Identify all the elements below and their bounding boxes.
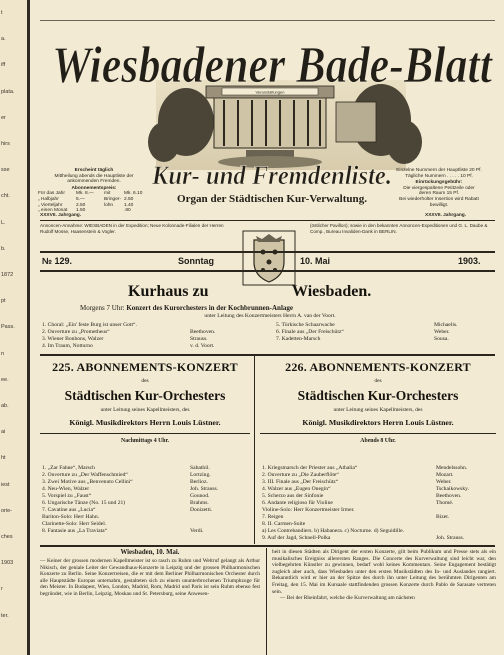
- building-sign: Veranstaltungen: [255, 89, 285, 95]
- subscription-mid: mit: [104, 191, 111, 197]
- program-composer: [190, 514, 248, 521]
- program-composer: Bizet.: [436, 514, 450, 520]
- page-edge-fragment: ter.: [1, 612, 9, 619]
- page-edge-fragment: ai: [1, 429, 6, 436]
- program-piece: 4. Im Traum, Notturno: [42, 343, 93, 349]
- program-piece: 3. Zwei Motive aus „Benvenuto Cellini“: [42, 479, 133, 485]
- concert-226-item: [262, 521, 494, 528]
- right-info-line: Einzelne Nummern der Hauptliste 20 Pf.: [396, 168, 482, 173]
- program-composer: Sousa.: [434, 336, 449, 342]
- page-edge-fragment: a.: [1, 36, 6, 43]
- program-piece: 3. Wiener Bonbons, Walzer: [42, 336, 104, 342]
- program-composer: Gounod.: [190, 493, 210, 499]
- program-piece: 8. Fantasie aus „La Traviata“: [42, 528, 108, 534]
- program-composer: Weber.: [434, 329, 450, 335]
- program-composer: Joh. Strauss.: [436, 535, 465, 541]
- concert-225-item: [42, 521, 248, 528]
- morning-program-left: [42, 322, 248, 350]
- masthead-rule: [40, 220, 495, 221]
- program-composer: Sabathil.: [190, 465, 210, 471]
- concert-225-item: [42, 472, 248, 479]
- issue-rule-bottom: [40, 270, 495, 272]
- right-info-lines: [382, 168, 496, 179]
- newspaper-page: [30, 0, 504, 655]
- article-right-tail: — Bei der Rheinfahrt, welche die Kurverwaltung am nächsten: [280, 595, 415, 602]
- left-info-heading: Erscheint täglich: [74, 168, 114, 173]
- masthead-subtitle: Kur- und Fremdenliste.: [151, 161, 392, 190]
- left-info-line: Mittheilung abends die Hauptliste der: [54, 173, 134, 179]
- page-edge-fragment: ab.: [1, 403, 9, 409]
- program-composer: Thomé.: [436, 500, 454, 506]
- program-piece: 9. Auf der Jagd, Schnell-Polka: [262, 535, 331, 541]
- article-column-divider: [266, 548, 267, 655]
- morning-title: Konzert des Kurorchesters: [126, 304, 207, 312]
- concert-226-item: [262, 507, 494, 514]
- program-composer: [190, 322, 248, 329]
- insertion-line: bewilligt.: [429, 202, 449, 208]
- subscription-left: Mk. 8.—: [76, 191, 94, 197]
- program-piece: 8. II. Carmen-Suite: [262, 521, 306, 527]
- concert-225-title: 225. ABONNEMENTS-KONZERT: [52, 360, 238, 374]
- program-piece: a) Les Contrebandiers. b) Habanera. c) Nocturne. d) Seguidille.: [262, 528, 404, 534]
- concert-226-time: Abends 8 Uhr.: [360, 438, 396, 444]
- program-composer: [190, 521, 248, 528]
- subscription-right: 2.50: [124, 196, 134, 202]
- subscription-right: 1.40: [124, 202, 134, 208]
- page-edge-fragment: plata.: [1, 88, 15, 95]
- program-piece: 1. Kriegsmarsch der Priester aus „Athalia“: [262, 465, 358, 471]
- concert-226-item: [262, 528, 494, 535]
- right-info-box: [382, 168, 496, 208]
- concert-225-item: [42, 507, 248, 514]
- left-info-box: [38, 168, 150, 214]
- page-edge-fragment: cht.: [1, 193, 10, 200]
- masthead-organ-line: Organ der Städtischen Kur-Verwaltung.: [177, 193, 368, 205]
- program-piece: 5. Vorspiel zu „Faust“: [42, 493, 92, 499]
- concert-225-item: [42, 514, 248, 521]
- program-composer: [436, 528, 494, 535]
- program-piece: 6. Ungarische Tänze (No. 15 und 21): [42, 500, 126, 506]
- program-piece: 7. Kadetten-Marsch: [276, 336, 321, 342]
- kurhaus-heading-right: Wiesbaden.: [292, 283, 372, 300]
- concert-225-program: [42, 465, 248, 535]
- program-piece: 2. Ouverture zu „Prometheus“: [42, 329, 110, 335]
- program-piece: 7. Cavatine aus „Lucia“: [42, 507, 96, 513]
- program-composer: Mendelssohn.: [436, 465, 468, 471]
- left-info-line: ankommenden Fremden.: [67, 179, 121, 185]
- jahrgang-left: XXXVII. Jahrgang.: [40, 213, 82, 218]
- concert-225-item: [42, 493, 248, 500]
- morning-program-item: [276, 322, 492, 329]
- concert-225-item: [42, 465, 248, 472]
- page-edge-fragment: orie-: [1, 507, 13, 514]
- program-piece: Clarinette-Solo: Herr Seidel.: [42, 521, 107, 527]
- morning-program-item: [42, 336, 248, 343]
- page-edge-fragment: L.: [1, 219, 6, 226]
- page-edge-fragment: r: [1, 586, 3, 593]
- subscription-right: .80: [124, 208, 131, 214]
- concert-226-item: [262, 514, 494, 521]
- subscription-table: [38, 191, 150, 213]
- concert-225-item: [42, 500, 248, 507]
- page-edge-fragment: b.: [1, 245, 6, 252]
- insertion-line: Bei wiederholter Insertion wird Rabatt: [399, 196, 479, 202]
- concert-226-director: Königl. Musikdirektors Herrn Louis Lüstner.: [302, 418, 454, 427]
- page-edge-fragment: t: [1, 10, 3, 16]
- page-edge-fragment: 1872: [1, 272, 14, 278]
- page-edge-fragment: n: [1, 350, 5, 357]
- article-rule-top: [40, 545, 495, 547]
- program-piece: Violine-Solo: Herr Konzertmeister Irmer.: [262, 507, 355, 513]
- program-composer: v. d. Voort.: [190, 343, 215, 349]
- page-edge-fragment: sse: [1, 167, 10, 174]
- concert-226-item: [262, 479, 494, 486]
- program-piece: 1. „Zar Fahne“, Marsch: [42, 465, 95, 471]
- page-edge-fragment: iff: [1, 62, 6, 69]
- insertion-heading: Einrückungsgebühr:: [415, 180, 463, 186]
- adjacent-page-edge: [0, 0, 27, 655]
- concert-225-director: Königl. Musikdirektors Herrn Louis Lüstner.: [69, 418, 221, 427]
- program-piece: 4. Walzer aus „Eugen Onegin“: [262, 486, 331, 492]
- concert-225-item: [42, 528, 248, 535]
- concert-226-des: des: [374, 378, 382, 384]
- page-edge-fragment: er: [1, 114, 6, 121]
- morning-leader: unter Leitung des Konzertmeisters Herrn A. van der Voort.: [204, 313, 336, 319]
- issue-rule-top: [40, 251, 495, 253]
- left-info-lines: [38, 174, 150, 185]
- concert-226-item: [262, 535, 494, 542]
- program-composer: Michaelis.: [434, 322, 458, 328]
- subscription-left: 1.50: [76, 208, 86, 214]
- issue-date: 10. Mai: [300, 256, 331, 266]
- program-composer: Verdi.: [190, 528, 204, 534]
- program-composer: Mozart.: [436, 472, 454, 478]
- program-piece: 5. Scherzo aus der Sinfonie: [262, 493, 324, 499]
- article-right-text: heit in diesen Städten als Dirigent der ersten Konzerte, gilt beim Publikum und Presse stets als ein musikalisches Ereigniss allerersten Ranges. Die Concerte des Kurverwaltung sind leicht war, den vielbegehrten Künstler zu gewinnen, bedarf wohl keines Kommentars. Seine Engagement bestätigt zugleich aber auch, dass Wiesbaden unter den ersten Musikstädten des In- und Auslandes rangiert. Bekanntlich wird er hier an der Spitze des durch ihn unter Leitung des berühmten Dirigenten am Freitag, den 15. Mai im Kursaale stattfindenden grossen Konzerte durch Pablo de Sarasate vertreten sein.: [272, 549, 496, 595]
- morning-program-item: [42, 329, 248, 336]
- page-edge-fragment: hirs: [1, 141, 10, 147]
- morning-program-right: [276, 322, 492, 343]
- concert-226-program: [262, 465, 494, 542]
- subscription-mid: Bringer-: [104, 196, 122, 202]
- program-composer: Beethoven.: [190, 329, 216, 335]
- subscription-left: 2.50: [76, 202, 86, 208]
- page-edge-fragment: ee.: [1, 376, 9, 383]
- morning-program-item: [42, 343, 248, 350]
- morning-program-item: [276, 329, 492, 336]
- program-piece: 4. Neu-Wien, Walzer: [42, 486, 90, 492]
- morning-program-item: [276, 336, 492, 343]
- page-edge-fragment: ht: [1, 455, 6, 462]
- jahrgang-right: XXXVII. Jahrgang.: [425, 213, 467, 218]
- program-piece: Bariton-Solo: Herr Hahn.: [42, 514, 100, 520]
- program-piece: 7. Reigen: [262, 514, 284, 520]
- concert-226-item: [262, 486, 494, 493]
- issue-year: 1903.: [458, 256, 481, 266]
- article-right: [272, 549, 496, 602]
- program-composer: Strauss.: [190, 336, 208, 342]
- page-edge-fragment: iest: [1, 481, 10, 488]
- insertion-line: deren Raum 15 Pf.: [418, 191, 460, 197]
- program-composer: [436, 521, 494, 528]
- concert-225-item: [42, 486, 248, 493]
- page-edge-fragment: ches: [1, 534, 13, 540]
- program-piece: 1. Choral: „Ein' feste Burg ist unser Gott“.: [42, 322, 137, 328]
- page-edge-fragment: Pass.: [1, 324, 15, 331]
- program-composer: Brahms.: [190, 500, 209, 506]
- subscription-mid: [104, 208, 124, 214]
- program-piece: 2. Ouverture zu „Die Zauberflöte“: [262, 472, 339, 478]
- program-piece: 6. Finale aus „Der Freischütz“: [276, 329, 344, 335]
- concert-225-under: unter Leitung seines Kapellmeisters, des: [100, 407, 190, 413]
- subscription-mid: lohn: [104, 202, 114, 208]
- subscription-label: „ Vierteljahr: [38, 202, 63, 208]
- program-piece: 2. Ouverture zu „Der Waffenschmied“: [42, 472, 128, 478]
- concerts-rule-top: [40, 354, 495, 356]
- concert-226-item: [262, 500, 494, 507]
- concert-226-under: unter Leitung seines Kapellmeisters, des: [333, 407, 423, 413]
- program-composer: Weber.: [436, 479, 452, 485]
- program-composer: Lortzing.: [190, 472, 211, 478]
- program-composer: Tschaikowsky.: [436, 486, 469, 492]
- annonce-right: (östlicher Pavillon); sowie in den bekannten Annoncen-Expeditionen und G. L. Daube & Comp., Bureau Invaliden-Dank in BERLIN.: [310, 223, 488, 234]
- program-composer: Beethoven.: [436, 493, 462, 499]
- concert-225-orchestra: Städtischen Kur-Orchesters: [64, 388, 226, 403]
- page-edge-fragment: pt: [1, 298, 6, 305]
- article-left: [40, 549, 260, 598]
- masthead-title: Wiesbadener Bade-Blatt: [52, 37, 494, 94]
- program-piece: 3. III. Finale aus „Der Freischütz“: [262, 479, 339, 485]
- concert-225-time: Nachmittags 4 Uhr.: [121, 438, 169, 444]
- concert-225-des: des: [141, 378, 149, 384]
- program-composer: Berlioz.: [190, 479, 208, 485]
- concert-225-item: [42, 479, 248, 486]
- issue-number: № 129.: [42, 256, 73, 266]
- article-headline: Wiesbaden, 10. Mai.: [120, 549, 180, 556]
- morning-concert-line: [80, 304, 500, 312]
- program-piece: 6. Andante religioso für Violine: [262, 500, 333, 506]
- page-edge-fragment: 1903: [1, 560, 14, 567]
- annonce-left: Annoncen-Annahme: WIESBADEN in der Expedition; Neue Kolonnade-Filialen der Herren Rudolf Mosse, Haasenstein & Vogler.: [40, 223, 224, 234]
- insertion-lines: [382, 186, 496, 208]
- subscription-label: „ Halbjahr: [38, 196, 59, 202]
- kurhaus-heading-left: Kurhaus zu: [128, 283, 209, 300]
- concert-226: [260, 360, 496, 444]
- issue-weekday: Sonntag: [178, 256, 214, 266]
- concert-226-orchestra: Städtischen Kur-Orchesters: [297, 388, 459, 403]
- concert-226-item: [262, 465, 494, 472]
- program-composer: [436, 507, 494, 514]
- subscription-label: Für das Jahr: [38, 191, 65, 197]
- program-piece: 5. Türkische Schaarwache: [276, 322, 335, 328]
- concert-226-item: [262, 472, 494, 479]
- coat-of-arms-icon: [242, 230, 296, 286]
- subscription-left: 5.—: [76, 196, 85, 202]
- concert-225: [40, 360, 250, 444]
- program-composer: Joh. Strauss.: [190, 486, 219, 492]
- morning-program-item: [42, 322, 248, 329]
- insertion-line: Die viergespaltene Petitzeile oder: [403, 185, 475, 191]
- subscription-right: Mk. 6.10: [124, 191, 143, 197]
- article-left-text: — Keiner der grossen modernen Kapellmeister ist so rasch zu Ruhm und Weltruf gelangt als Arthur Nikisch, der geniale Leiter der Gewandhaus-Konzerte in Leipzig und der grossen Philharmonischen Konzerte zu Berlin. Seine Konzertreisen, die er mit dem Berliner Philharmonischen Orchester durch alle Hauptstädte Europas unternahm, gestalteten sich zu einem ununterbrochenen Triumphzuge für den Meister. In Budapest, Wien, London, Madrid, Rom, Madrid und Paris ist sein Ruhm ebenso fest begründet, wie in Berlin, Leipzig, Moskau und St. Petersburg, seine Anwesen-: [40, 558, 260, 597]
- morning-location: in der Kochbrunnen-Anlage: [208, 304, 293, 312]
- right-info-line: Tägliche Nummern . . . . . 10 Pf.: [405, 173, 473, 179]
- subscription-label: „ einen Monat: [38, 208, 68, 214]
- subscription-heading: Abonnementspreis:: [71, 185, 117, 191]
- concert-226-item: [262, 493, 494, 500]
- concert-226-title: 226. ABONNEMENTS-KONZERT: [285, 360, 471, 374]
- program-composer: Donizetti.: [190, 507, 213, 513]
- morning-time: Morgens 7 Uhr:: [80, 304, 125, 312]
- concerts-column-divider: [254, 356, 255, 544]
